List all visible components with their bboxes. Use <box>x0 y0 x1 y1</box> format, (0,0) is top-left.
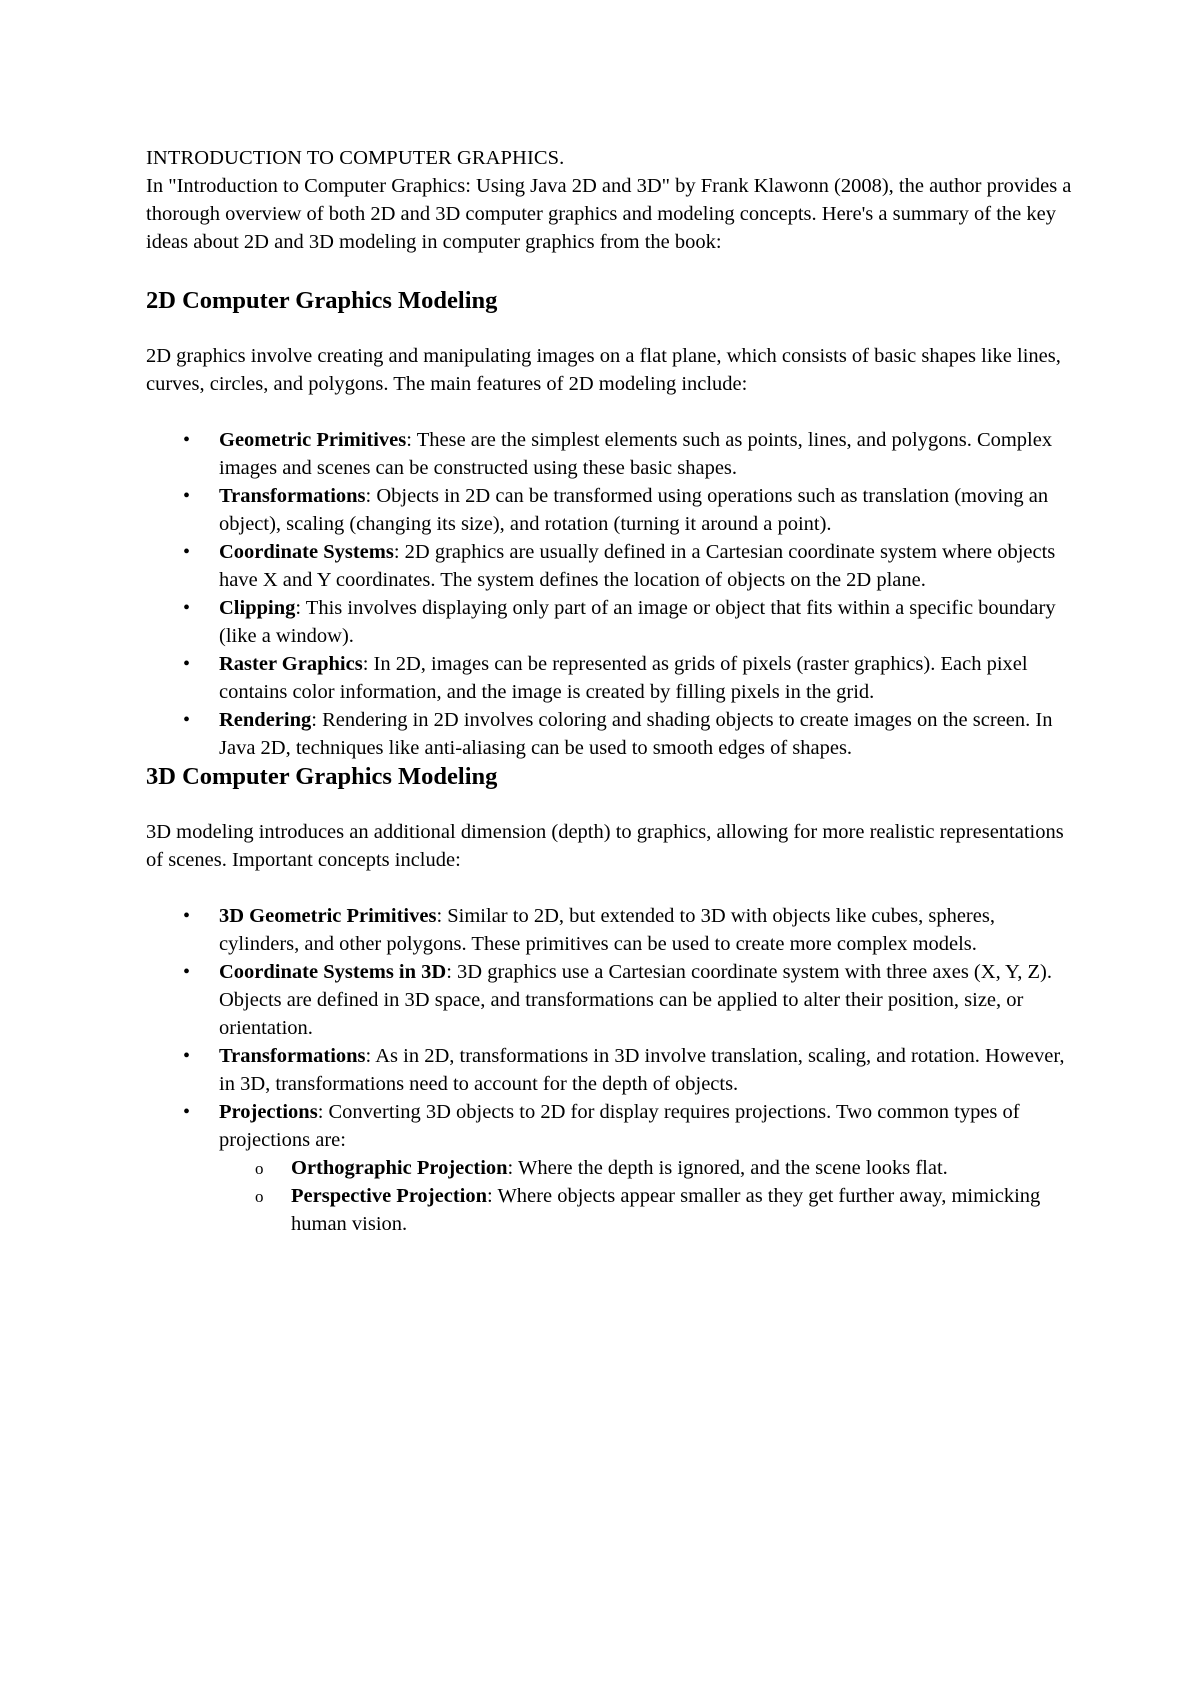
list-item <box>146 426 1076 482</box>
list-item-term: Geometric Primitives <box>219 429 407 451</box>
document-page <box>146 144 1076 1238</box>
sub-list-item <box>219 1154 1076 1182</box>
document-title: INTRODUCTION TO COMPUTER GRAPHICS. <box>146 147 565 169</box>
section-intro-2d: 2D graphics involve creating and manipulating images on a flat plane, which consists of basic shapes like lines, curves, circles, and polygons. The main features of 2D modeling include: <box>146 345 1061 395</box>
list-item-text: : Rendering in 2D involves coloring and shading objects to create images on the screen. In Java 2D, techniques like anti-aliasing can be used to smooth edges of shapes. <box>219 709 1053 759</box>
list-item-term: Coordinate Systems <box>219 541 394 563</box>
list-item <box>146 706 1076 762</box>
sub-list-item-term: Orthographic Projection <box>291 1157 508 1179</box>
list-item <box>146 1098 1076 1238</box>
list-item-text: : In 2D, images can be represented as grids of pixels (raster graphics). Each pixel contains color information, and the image is created by filling pixels in the grid. <box>219 653 1028 703</box>
list-item <box>146 902 1076 958</box>
bullet-marker: • <box>183 1101 191 1123</box>
list-item-text: : Converting 3D objects to 2D for display requires projections. Two common types of projections are: <box>219 1101 1020 1151</box>
list-item <box>146 538 1076 594</box>
section-intro-3d: 3D modeling introduces an additional dimension (depth) to graphics, allowing for more realistic representations of scenes. Important concepts include: <box>146 821 1064 871</box>
list-item <box>146 958 1076 1042</box>
bullet-marker: • <box>183 541 191 563</box>
bullet-marker: • <box>183 597 191 619</box>
list-item-text: : These are the simplest elements such as points, lines, and polygons. Complex images and scenes can be constructed using these basic shapes. <box>219 429 1053 479</box>
list-item-term: Transformations <box>219 485 366 507</box>
list-item-term: Coordinate Systems in 3D <box>219 961 447 983</box>
list-item-term: Projections <box>219 1101 318 1123</box>
bullet-marker: • <box>183 653 191 675</box>
sub-list-item <box>219 1182 1076 1238</box>
list-item-term: 3D Geometric Primitives <box>219 905 437 927</box>
sub-list-item-text: : Where the depth is ignored, and the scene looks flat. <box>507 1157 948 1179</box>
bullet-marker: • <box>183 905 191 927</box>
list-item-term: Raster Graphics <box>219 653 363 675</box>
list-item-term: Rendering <box>219 709 312 731</box>
bullet-list-3d <box>146 902 1076 1238</box>
sub-list-item-text: : Where objects appear smaller as they get further away, mimicking human vision. <box>291 1185 1041 1235</box>
list-item <box>146 482 1076 538</box>
list-item-text: : Similar to 2D, but extended to 3D with objects like cubes, spheres, cylinders, and other polygons. These primitives can be used to create more complex models. <box>219 905 995 955</box>
bullet-list-2d <box>146 426 1076 762</box>
list-item-text: : This involves displaying only part of an image or object that fits within a specific boundary (like a window). <box>219 597 1056 647</box>
list-item <box>146 650 1076 706</box>
list-item-text: : As in 2D, transformations in 3D involve translation, scaling, and rotation. However, in 3D, transformations need to account for the depth of objects. <box>219 1045 1065 1095</box>
bullet-marker: • <box>183 1045 191 1067</box>
bullet-marker: • <box>183 709 191 731</box>
intro-paragraph: In "Introduction to Computer Graphics: Using Java 2D and 3D" by Frank Klawonn (2008), the author provides a thorough overview of both 2D and 3D computer graphics and modeling concepts. Here's a summary of the key ideas about 2D and 3D modeling in computer graphics from the book: <box>146 175 1072 253</box>
sub-bullet-marker: o <box>255 1187 264 1206</box>
sub-list-projections <box>219 1154 1076 1238</box>
list-item-text: : 2D graphics are usually defined in a Cartesian coordinate system where objects have X and Y coordinates. The system defines the location of objects on the 2D plane. <box>219 541 1056 591</box>
section-heading-3d: 3D Computer Graphics Modeling <box>146 763 498 790</box>
list-item <box>146 594 1076 650</box>
sub-bullet-marker: o <box>255 1159 264 1178</box>
section-heading-2d: 2D Computer Graphics Modeling <box>146 287 498 314</box>
list-item-text: : 3D graphics use a Cartesian coordinate system with three axes (X, Y, Z). Objects are defined in 3D space, and transformations can be applied to alter their position, size, or orientation. <box>219 961 1052 1039</box>
list-item <box>146 1042 1076 1098</box>
list-item-term: Clipping <box>219 597 296 619</box>
bullet-marker: • <box>183 961 191 983</box>
list-item-text: : Objects in 2D can be transformed using operations such as translation (moving an object), scaling (changing its size), and rotation (turning it around a point). <box>219 485 1049 535</box>
sub-list-item-term: Perspective Projection <box>291 1185 487 1207</box>
bullet-marker: • <box>183 429 191 451</box>
bullet-marker: • <box>183 485 191 507</box>
list-item-term: Transformations <box>219 1045 366 1067</box>
